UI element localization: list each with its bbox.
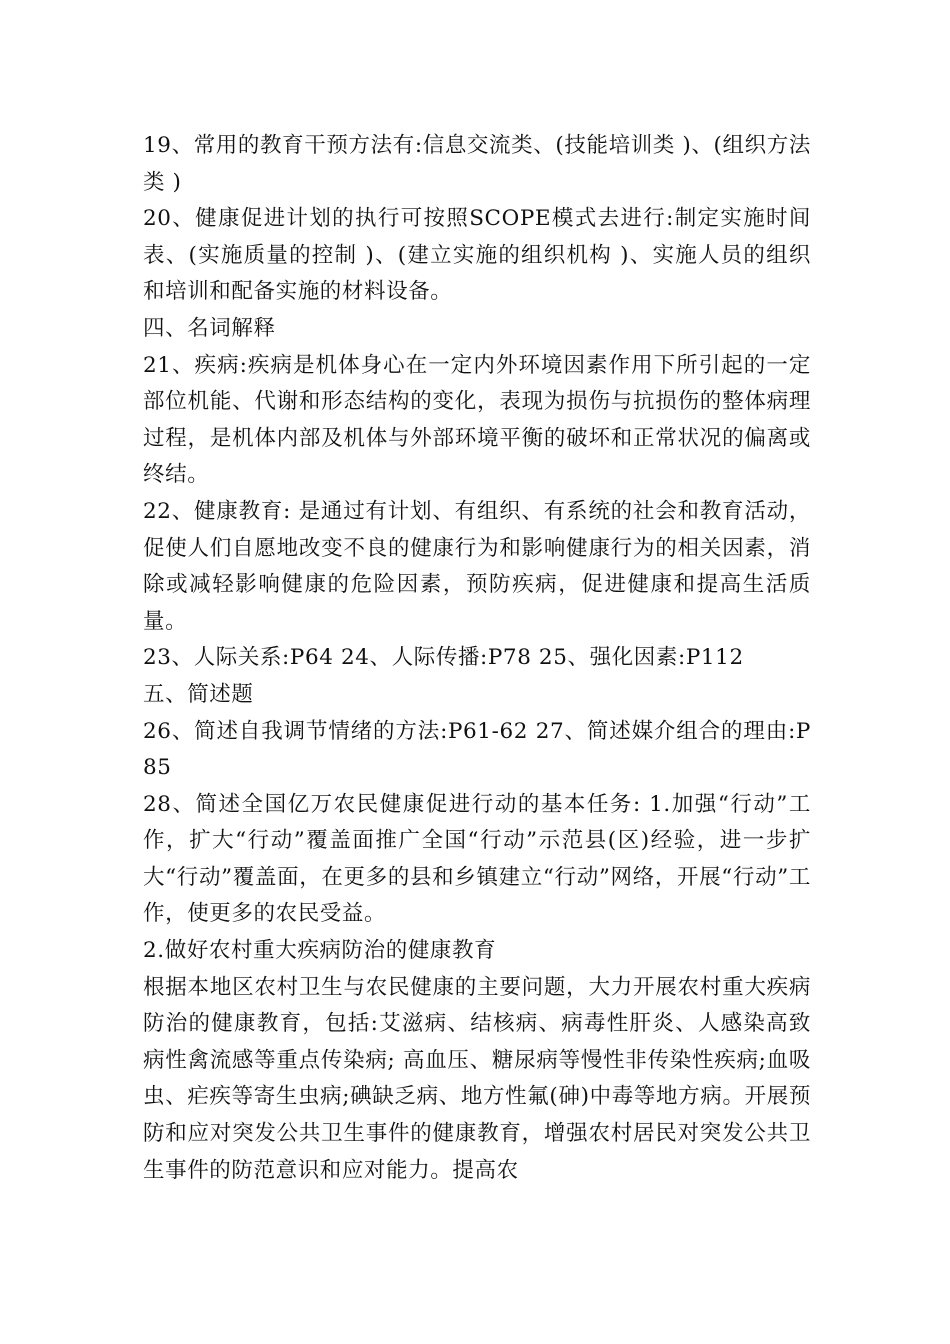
paragraph-item-20: 20、健康促进计划的执行可按照SCOPE模式去进行:制定实施时间表、(实施质量的控制 )、(建立实施的组织机构 )、实施人员的组织和培训和配备实施的材料设备。 [143, 206, 811, 305]
paragraph-item-28: 28、简述全国亿万农民健康促进行动的基本任务: 1.加强“行动”工作，扩大“行动”覆盖面推广全国“行动”示范县(区)经验，进一步扩大“行动”覆盖面，在更多的县和乡镇建立“行动”网络，开展“行动”工作，使更多的农民受益。 [143, 791, 811, 927]
paragraph-item-19: 19、常用的教育干预方法有:信息交流类、(技能培训类 )、(组织方法类 ) [143, 133, 811, 195]
subheading-task-2: 2.做好农村重大疾病防治的健康教育 [143, 938, 497, 964]
paragraph-items-23-25: 23、人际关系:P64 24、人际传播:P78 25、强化因素:P112 [143, 645, 744, 671]
document-body [143, 128, 811, 1189]
section-heading-terms: 四、名词解释 [143, 315, 276, 341]
paragraph-item-21: 21、疾病:疾病是机体身心在一定内外环境因素作用下所引起的一定部位机能、代谢和形态结构的变化，表现为损伤与抗损伤的整体病理过程，是机体内部及机体与外部环境平衡的破坏和正常状况的偏离或终结。 [143, 352, 811, 488]
section-heading-short-answer: 五、简述题 [143, 681, 254, 707]
paragraph-task-2-body: 根据本地区农村卫生与农民健康的主要问题，大力开展农村重大疾病防治的健康教育，包括:艾滋病、结核病、病毒性肝炎、人感染高致病性禽流感等重点传染病; 高血压、糖尿病等慢性非传染性疾病;血吸虫、疟疾等寄生虫病;碘缺乏病、地方性氟(砷)中毒等地方病。开展预防和应对突发公共卫生事件的健康教育，增强农村居民对突发公共卫生事件的防范意识和应对能力。提高农 [143, 974, 811, 1183]
paragraph-items-26-27: 26、简述自我调节情绪的方法:P61-62 27、简述媒介组合的理由:P85 [143, 718, 811, 781]
paragraph-item-22: 22、健康教育: 是通过有计划、有组织、有系统的社会和教育活动，促使人们自愿地改变不良的健康行为和影响健康行为的相关因素，消除或减轻影响健康的危险因素，预防疾病，促进健康和提高生活质量。 [143, 498, 811, 634]
